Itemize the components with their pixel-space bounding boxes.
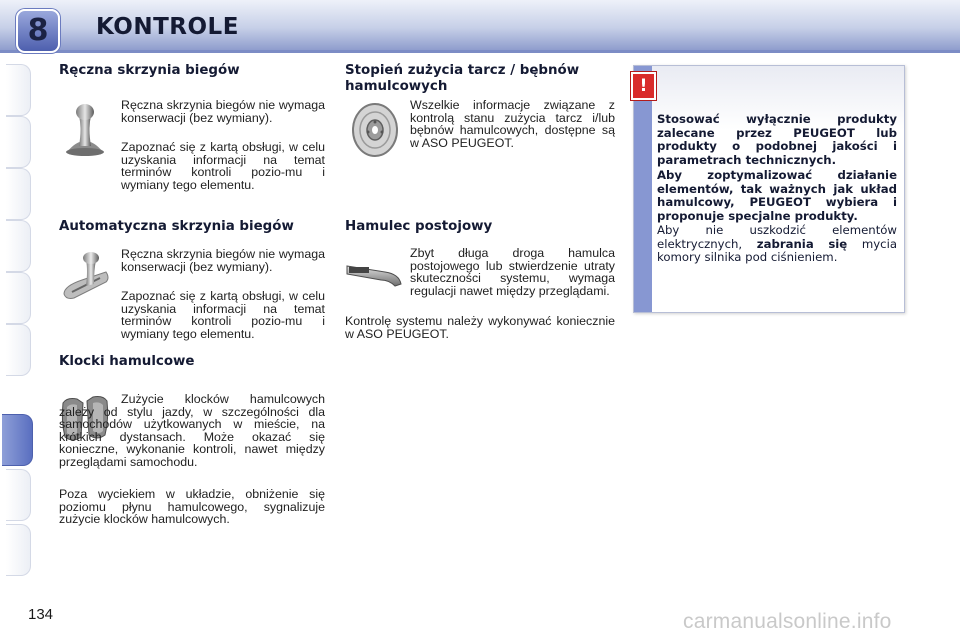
warning-text-3-emphasis: zabrania się <box>756 236 848 251</box>
header-divider <box>0 50 960 53</box>
chapter-tab[interactable] <box>6 272 31 324</box>
warning-text-2: Aby zoptymalizować działanie elementów, tak ważnych jak układ hamulcowy, PEUGEOT wybiera i proponuje specjalne produkty. <box>657 168 897 223</box>
chapter-tabs <box>0 64 36 579</box>
watermark: carmanualsonline.info <box>683 610 892 633</box>
parking-brake-text-1: Zbyt długa droga hamulca postojowego lub stwierdzenie utraty skuteczności systemu, wymaga regulacji nawet między przeglądami. <box>410 246 615 298</box>
warning-text-3c: mycia komory silnika pod ciśnieniem. <box>657 236 897 265</box>
chapter-tab[interactable] <box>6 324 31 376</box>
chapter-tab-active[interactable] <box>2 414 33 466</box>
page-title: KONTROLE <box>96 14 239 40</box>
parking-brake-lever-icon <box>345 258 403 290</box>
brake-pads-text-2: Poza wyciekiem w układzie, obniżenie się poziomu płynu hamulcowego, sygnalizuje zużycie klocków hamulcowych. <box>59 487 325 527</box>
brake-disc-icon <box>348 100 402 160</box>
discs-drums-text: Wszelkie informacje związane z kontrolą stanu zużycia tarcz i/lub bębnów hamulcowych, dostępne są w ASO PEUGEOT. <box>410 98 615 150</box>
brake-pads-text-1: Zużycie klocków hamulcowych zależy od stylu jazdy, w szczególności dla samochodów użytkowanych w mieście, na krótkich dystansach. Może okazać się konieczne, wykonanie kontroli, nawet między przeglądami samochodu. <box>59 392 325 469</box>
automatic-gearbox-heading: Automatyczna skrzynia biegów <box>59 219 294 234</box>
warning-text-1: Stosować wyłącznie produkty zalecane przez PEUGEOT lub produkty o podobnej jakości i parametrach technicznych. <box>657 112 897 167</box>
chapter-tab[interactable] <box>6 469 31 521</box>
automatic-gearbox-text-2: Zapoznać się z kartą obsługi, w celu uzyskania informacji na temat terminów kontroli pozio-mu i wymiany tego elementu. <box>121 289 325 341</box>
manual-gearbox-heading: Ręczna skrzynia biegów <box>59 63 240 78</box>
parking-brake-heading: Hamulec postojowy <box>345 219 493 234</box>
exclamation-icon: ! <box>631 72 656 100</box>
automatic-selector-icon <box>60 250 112 302</box>
warning-text-3 <box>657 224 897 265</box>
chapter-tab[interactable] <box>6 220 31 272</box>
chapter-tab[interactable] <box>6 116 31 168</box>
automatic-gearbox-text-1: Ręczna skrzynia biegów nie wymaga konserwacji (bez wymiany). <box>121 247 325 274</box>
manual-gearbox-text-2: Zapoznać się z kartą obsługi, w celu uzyskania informacji na temat terminów kontroli pozio-mu i wymiany tego elementu. <box>121 140 325 192</box>
parking-brake-text-2: Kontrolę systemu należy wykonywać koniecznie w ASO PEUGEOT. <box>345 314 615 341</box>
gear-lever-icon <box>60 100 110 158</box>
manual-gearbox-text-1: Ręczna skrzynia biegów nie wymaga konserwacji (bez wymiany). <box>121 98 325 125</box>
discs-drums-heading-line2: hamulcowych <box>345 79 448 94</box>
brake-pads-heading: Klocki hamulcowe <box>59 354 195 369</box>
chapter-tab[interactable] <box>6 64 31 116</box>
chapter-number: 8 <box>27 13 49 48</box>
warning-text-3a: Aby nie uszkodzić elementów elektrycznych, <box>657 223 897 251</box>
chapter-tab[interactable] <box>6 524 31 576</box>
page-number: 134 <box>28 606 54 623</box>
chapter-badge <box>16 9 60 53</box>
chapter-tab[interactable] <box>6 168 31 220</box>
discs-drums-heading-line1: Stopień zużycia tarcz / bębnów <box>345 63 580 78</box>
